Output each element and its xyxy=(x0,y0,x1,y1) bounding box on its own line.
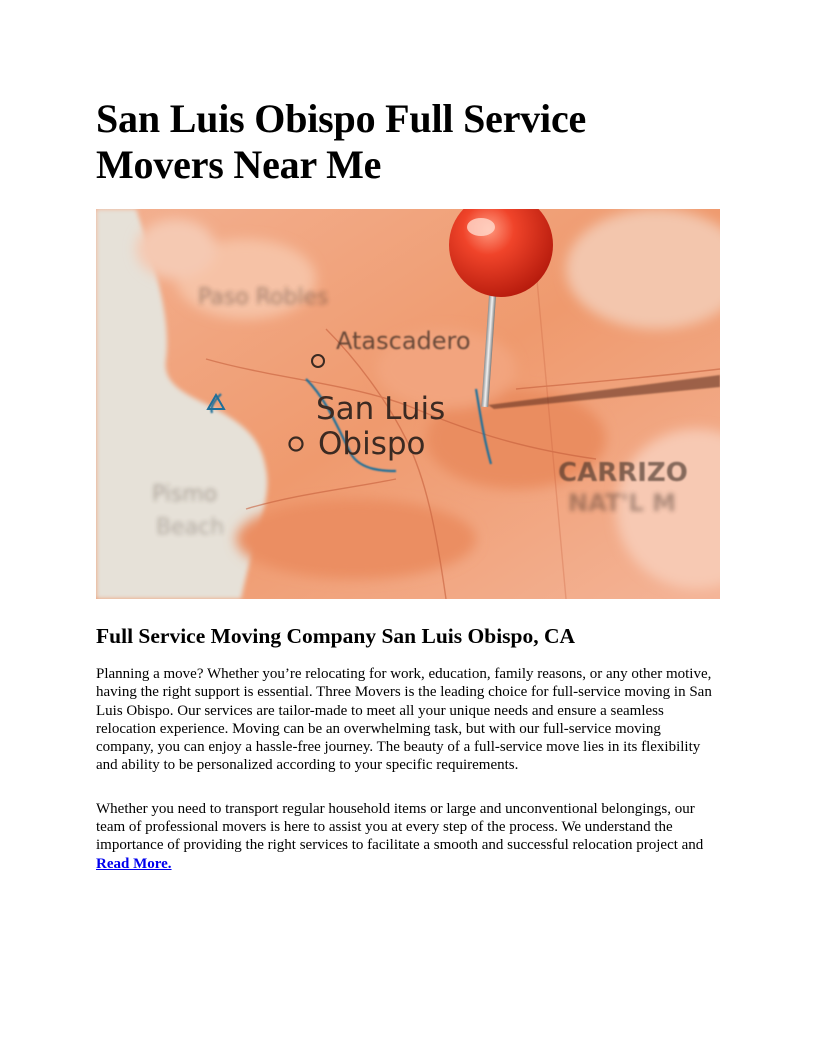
label-paso: Paso Robles xyxy=(198,285,329,310)
section-heading: Full Service Moving Company San Luis Obispo, CA xyxy=(96,624,576,648)
label-obispo: Obispo xyxy=(318,426,426,462)
label-carrizo: CARRIZO xyxy=(558,458,688,488)
label-atascadero: Atascadero xyxy=(336,327,471,355)
label-pismo: Pismo xyxy=(152,482,218,507)
paragraph-services xyxy=(96,800,720,873)
page-title: San Luis Obispo Full Service Movers Near Me xyxy=(96,96,587,187)
hero-map-image xyxy=(96,209,720,599)
read-more-link[interactable]: Read More. xyxy=(96,855,172,872)
label-san-luis: San Luis xyxy=(316,391,446,427)
label-beach: Beach xyxy=(156,515,225,540)
document-body xyxy=(96,96,720,873)
map-illustration xyxy=(96,209,720,599)
paragraph-intro: Planning a move? Whether you’re relocating for work, education, family reasons, or any other motive, having the right support is essential. Three Movers is the leading choice for full-service moving in San Luis Obispo. Our services are tailor-made to meet all your unique needs and ensure a seamless relocation experience. Moving can be an overwhelming task, but with our full-service moving company, you can enjoy a hassle-free journey. The beauty of a full-service move lies in its flexibility and ability to be personalized according to your specific requirements. xyxy=(96,666,712,774)
label-natl: NAT'L M xyxy=(568,489,677,517)
paragraph-services-text: Whether you need to transport regular household items or large and unconventional belongings, our team of professional movers is here to assist you at every step of the process. We understand the importance of providing the right services to facilitate a smooth and successful relocation project and xyxy=(96,800,704,854)
